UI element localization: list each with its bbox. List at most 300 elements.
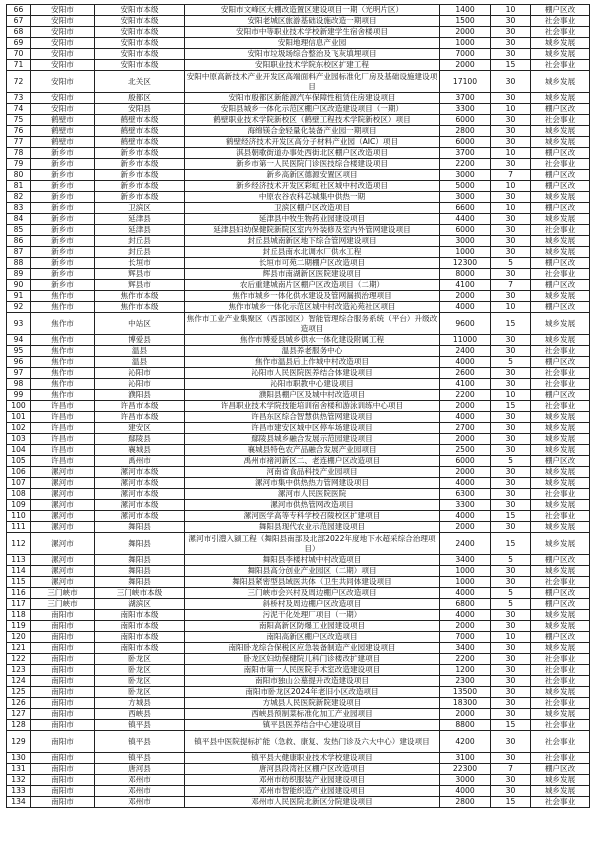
project-table	[6, 4, 590, 808]
project-name-cell: 封丘县城南新区地下综合管网建设项目	[185, 236, 440, 247]
project-name-cell: 漯河市供热管网改造项目	[185, 500, 440, 511]
amount-cell: 7000	[440, 632, 491, 643]
term-cell: 30	[491, 225, 531, 236]
project-name-cell: 鹤壁职业技术学院新校区（鹤壁工程技术学院新校区）项目	[185, 115, 440, 126]
city-cell: 鹤壁市	[31, 137, 95, 148]
table-row	[7, 511, 590, 522]
city-cell: 安阳市	[31, 38, 95, 49]
term-cell: 30	[491, 236, 531, 247]
amount-cell: 3400	[440, 555, 491, 566]
row-number: 110	[7, 511, 31, 522]
city-cell: 漯河市	[31, 500, 95, 511]
term-cell: 30	[491, 247, 531, 258]
table-row	[7, 412, 590, 423]
amount-cell: 2300	[440, 676, 491, 687]
district-cell: 镇平县	[95, 720, 185, 731]
district-cell: 长垣市	[95, 258, 185, 269]
amount-cell: 3000	[440, 192, 491, 203]
city-cell: 漯河市	[31, 478, 95, 489]
amount-cell: 1000	[440, 247, 491, 258]
district-cell: 镇平县	[95, 753, 185, 764]
row-number: 132	[7, 775, 31, 786]
project-name-cell: 长垣市可苑二期棚户区改造项目	[185, 258, 440, 269]
table-row	[7, 159, 590, 170]
project-name-cell: 唐河县段湾社区棚户区改造项目	[185, 764, 440, 775]
term-cell: 30	[491, 434, 531, 445]
row-number: 123	[7, 665, 31, 676]
row-number: 121	[7, 643, 31, 654]
category-cell: 城乡发展	[531, 533, 590, 555]
city-cell: 南阳市	[31, 687, 95, 698]
category-cell: 城乡发展	[531, 192, 590, 203]
city-cell: 南阳市	[31, 764, 95, 775]
table-row	[7, 610, 590, 621]
project-name-cell: 卫滨区棚户区改造项目	[185, 203, 440, 214]
term-cell: 30	[491, 214, 531, 225]
row-number: 76	[7, 126, 31, 137]
district-cell: 舞阳县	[95, 577, 185, 588]
table-row	[7, 599, 590, 610]
category-cell: 社会事业	[531, 511, 590, 522]
category-cell: 城乡发展	[531, 687, 590, 698]
category-cell: 棚户区改	[531, 170, 590, 181]
city-cell: 许昌市	[31, 456, 95, 467]
row-number: 131	[7, 764, 31, 775]
district-cell: 安阳县	[95, 104, 185, 115]
city-cell: 许昌市	[31, 423, 95, 434]
city-cell: 南阳市	[31, 786, 95, 797]
row-number: 71	[7, 60, 31, 71]
district-cell: 舞阳县	[95, 522, 185, 533]
table-row	[7, 401, 590, 412]
term-cell: 30	[491, 137, 531, 148]
table-row	[7, 357, 590, 368]
row-number: 128	[7, 720, 31, 731]
district-cell: 南阳市本级	[95, 610, 185, 621]
district-cell: 封丘县	[95, 236, 185, 247]
row-number: 94	[7, 335, 31, 346]
table-row	[7, 236, 590, 247]
city-cell: 焦作市	[31, 390, 95, 401]
district-cell: 三门峡市本级	[95, 588, 185, 599]
term-cell: 5	[491, 599, 531, 610]
district-cell: 襄城县	[95, 445, 185, 456]
row-number: 73	[7, 93, 31, 104]
category-cell: 社会事业	[531, 665, 590, 676]
district-cell: 许昌市本级	[95, 412, 185, 423]
district-cell: 安阳市本级	[95, 60, 185, 71]
district-cell: 建安区	[95, 423, 185, 434]
row-number: 89	[7, 269, 31, 280]
district-cell: 漯河市本级	[95, 500, 185, 511]
amount-cell: 4000	[440, 588, 491, 599]
term-cell: 30	[491, 478, 531, 489]
category-cell: 棚户区改	[531, 148, 590, 159]
city-cell: 鹤壁市	[31, 126, 95, 137]
amount-cell: 4000	[440, 786, 491, 797]
term-cell: 30	[491, 687, 531, 698]
amount-cell: 1000	[440, 566, 491, 577]
table-row	[7, 731, 590, 753]
term-cell: 15	[491, 720, 531, 731]
project-name-cell: 沁阳市职教中心建设项目	[185, 379, 440, 390]
project-name-cell: 温县养老服务中心	[185, 346, 440, 357]
district-cell: 镇平县	[95, 731, 185, 753]
table-row	[7, 126, 590, 137]
category-cell: 城乡发展	[531, 412, 590, 423]
city-cell: 新乡市	[31, 225, 95, 236]
table-row	[7, 38, 590, 49]
category-cell: 棚户区改	[531, 280, 590, 291]
category-cell: 城乡发展	[531, 621, 590, 632]
amount-cell: 6000	[440, 225, 491, 236]
city-cell: 焦作市	[31, 302, 95, 313]
table-row	[7, 280, 590, 291]
city-cell: 焦作市	[31, 379, 95, 390]
category-cell: 城乡发展	[531, 291, 590, 302]
row-number: 126	[7, 698, 31, 709]
row-number: 134	[7, 797, 31, 808]
term-cell: 30	[491, 731, 531, 753]
district-cell: 中站区	[95, 313, 185, 335]
district-cell: 舞阳县	[95, 566, 185, 577]
amount-cell: 2200	[440, 390, 491, 401]
term-cell: 30	[491, 423, 531, 434]
amount-cell: 3400	[440, 643, 491, 654]
term-cell: 30	[491, 709, 531, 720]
table-row	[7, 170, 590, 181]
category-cell: 城乡发展	[531, 71, 590, 93]
category-cell: 城乡发展	[531, 709, 590, 720]
district-cell: 鄢陵县	[95, 434, 185, 445]
city-cell: 新乡市	[31, 236, 95, 247]
table-row	[7, 71, 590, 93]
project-name-cell: 沁阳市人民医院医养结合体建设项目	[185, 368, 440, 379]
category-cell: 城乡发展	[531, 335, 590, 346]
table-row	[7, 5, 590, 16]
category-cell: 城乡发展	[531, 214, 590, 225]
project-name-cell: 安阳中原高新技术产业开发区高端面料产业园标准化厂房及基础设施建设项目	[185, 71, 440, 93]
district-cell: 安阳市本级	[95, 27, 185, 38]
project-name-cell: 漯河市引澧入颍工程（舞阳县南部及北部2022年度地下水超采综合治理项目）	[185, 533, 440, 555]
table-row	[7, 93, 590, 104]
table-row	[7, 786, 590, 797]
city-cell: 新乡市	[31, 181, 95, 192]
category-cell: 社会事业	[531, 379, 590, 390]
category-cell: 社会事业	[531, 368, 590, 379]
amount-cell: 3300	[440, 104, 491, 115]
district-cell: 禹州市	[95, 456, 185, 467]
city-cell: 南阳市	[31, 676, 95, 687]
project-name-cell: 焦作市城乡一体化供水建设及管网漏损治理项目	[185, 291, 440, 302]
term-cell: 30	[491, 566, 531, 577]
table-row	[7, 60, 590, 71]
amount-cell: 4000	[440, 610, 491, 621]
project-name-cell: 濮阳县棚户区及城中村改造项目	[185, 390, 440, 401]
term-cell: 5	[491, 588, 531, 599]
row-number: 92	[7, 302, 31, 313]
row-number: 122	[7, 654, 31, 665]
row-number: 88	[7, 258, 31, 269]
row-number: 72	[7, 71, 31, 93]
table-row	[7, 390, 590, 401]
district-cell: 北关区	[95, 71, 185, 93]
amount-cell: 2000	[440, 522, 491, 533]
amount-cell: 1200	[440, 665, 491, 676]
city-cell: 南阳市	[31, 610, 95, 621]
district-cell: 卧龙区	[95, 665, 185, 676]
row-number: 106	[7, 467, 31, 478]
district-cell: 博爱县	[95, 335, 185, 346]
project-name-cell: 南阳高新区防爆工业园建设项目	[185, 621, 440, 632]
category-cell: 棚户区改	[531, 5, 590, 16]
row-number: 98	[7, 379, 31, 390]
table-row	[7, 643, 590, 654]
category-cell: 城乡发展	[531, 93, 590, 104]
project-name-cell: 舞阳县紧密型县域医共体（卫生共同体建设项目	[185, 577, 440, 588]
table-row	[7, 577, 590, 588]
amount-cell: 4000	[440, 511, 491, 522]
city-cell: 安阳市	[31, 104, 95, 115]
project-name-cell: 辉县市南湖新区医院建设项目	[185, 269, 440, 280]
table-row	[7, 137, 590, 148]
term-cell: 15	[491, 797, 531, 808]
project-name-cell: 南阳卧龙综合保税区应急装备制造产业园建设项目	[185, 643, 440, 654]
row-number: 112	[7, 533, 31, 555]
category-cell: 城乡发展	[531, 313, 590, 335]
city-cell: 焦作市	[31, 357, 95, 368]
term-cell: 30	[491, 93, 531, 104]
table-row	[7, 115, 590, 126]
term-cell: 5	[491, 357, 531, 368]
table-row	[7, 104, 590, 115]
amount-cell: 7000	[440, 49, 491, 60]
amount-cell: 3000	[440, 170, 491, 181]
category-cell: 棚户区改	[531, 555, 590, 566]
project-name-cell: 南阳市卧龙区2024年老旧小区改造项目	[185, 687, 440, 698]
project-name-cell: 许昌市建安区城中区停车场建设项目	[185, 423, 440, 434]
city-cell: 南阳市	[31, 797, 95, 808]
project-name-cell: 方城县人民医院新院建设项目	[185, 698, 440, 709]
amount-cell: 3000	[440, 775, 491, 786]
district-cell: 卧龙区	[95, 687, 185, 698]
table-row	[7, 192, 590, 203]
project-name-cell: 焦作市博爱县城乡供水一体化建设附属工程	[185, 335, 440, 346]
city-cell: 南阳市	[31, 643, 95, 654]
table-row	[7, 269, 590, 280]
term-cell: 10	[491, 181, 531, 192]
project-name-cell: 许昌职业技术学院技能培训宿舍楼和游泳训练中心项目	[185, 401, 440, 412]
project-name-cell: 舞阳县现代农业示范园建设项目	[185, 522, 440, 533]
table-row	[7, 709, 590, 720]
city-cell: 南阳市	[31, 665, 95, 676]
row-number: 99	[7, 390, 31, 401]
category-cell: 城乡发展	[531, 643, 590, 654]
district-cell: 温县	[95, 346, 185, 357]
project-name-cell: 舞阳县李楼村城中村改造项目	[185, 555, 440, 566]
category-cell: 棚户区改	[531, 588, 590, 599]
row-number: 118	[7, 610, 31, 621]
row-number: 95	[7, 346, 31, 357]
term-cell: 30	[491, 269, 531, 280]
district-cell: 新乡市本级	[95, 170, 185, 181]
category-cell: 棚户区改	[531, 764, 590, 775]
city-cell: 南阳市	[31, 731, 95, 753]
amount-cell: 6600	[440, 203, 491, 214]
table-row	[7, 500, 590, 511]
amount-cell: 4000	[440, 478, 491, 489]
amount-cell: 2500	[440, 445, 491, 456]
category-cell: 棚户区改	[531, 302, 590, 313]
city-cell: 新乡市	[31, 269, 95, 280]
amount-cell: 2000	[440, 621, 491, 632]
amount-cell: 6800	[440, 599, 491, 610]
district-cell: 舞阳县	[95, 533, 185, 555]
row-number: 114	[7, 566, 31, 577]
project-name-cell: 镇平县医养结合中心建设项目	[185, 720, 440, 731]
term-cell: 15	[491, 511, 531, 522]
project-name-cell: 新乡经济技术开发区彩虹社区城中村改造项目	[185, 181, 440, 192]
term-cell: 30	[491, 192, 531, 203]
project-name-cell: 许昌东区综合智慧供热管网建设项目	[185, 412, 440, 423]
term-cell: 10	[491, 632, 531, 643]
amount-cell: 6300	[440, 489, 491, 500]
district-cell: 封丘县	[95, 247, 185, 258]
row-number: 109	[7, 500, 31, 511]
row-number: 130	[7, 753, 31, 764]
table-row	[7, 335, 590, 346]
row-number: 93	[7, 313, 31, 335]
term-cell: 10	[491, 5, 531, 16]
row-number: 103	[7, 434, 31, 445]
project-name-cell: 西峡县预制菜标准化加工产业园项目	[185, 709, 440, 720]
amount-cell: 6000	[440, 137, 491, 148]
row-number: 119	[7, 621, 31, 632]
project-name-cell: 新乡高新区德源安置区项目	[185, 170, 440, 181]
district-cell: 邓州市	[95, 775, 185, 786]
city-cell: 漯河市	[31, 489, 95, 500]
project-name-cell: 南阳高新区棚户区改造项目	[185, 632, 440, 643]
amount-cell: 4200	[440, 731, 491, 753]
city-cell: 南阳市	[31, 709, 95, 720]
table-row	[7, 346, 590, 357]
category-cell: 社会事业	[531, 225, 590, 236]
term-cell: 30	[491, 621, 531, 632]
term-cell: 30	[491, 676, 531, 687]
table-row	[7, 313, 590, 335]
term-cell: 30	[491, 16, 531, 27]
term-cell: 30	[491, 71, 531, 93]
row-number: 67	[7, 16, 31, 27]
amount-cell: 2200	[440, 654, 491, 665]
district-cell: 漯河市本级	[95, 511, 185, 522]
table-row	[7, 676, 590, 687]
category-cell: 城乡发展	[531, 610, 590, 621]
table-row	[7, 379, 590, 390]
row-number: 81	[7, 181, 31, 192]
project-name-cell: 延津县妇幼保健院新院区室内外装修及室内外管网建设项目	[185, 225, 440, 236]
category-cell: 社会事业	[531, 115, 590, 126]
table-row	[7, 214, 590, 225]
amount-cell: 2000	[440, 291, 491, 302]
amount-cell: 2000	[440, 27, 491, 38]
district-cell: 鹤壁市本级	[95, 115, 185, 126]
district-cell: 南阳市本级	[95, 621, 185, 632]
city-cell: 漯河市	[31, 566, 95, 577]
district-cell: 温县	[95, 357, 185, 368]
amount-cell: 2800	[440, 797, 491, 808]
amount-cell: 4400	[440, 214, 491, 225]
amount-cell: 1000	[440, 38, 491, 49]
row-number: 102	[7, 423, 31, 434]
district-cell: 卧龙区	[95, 676, 185, 687]
table-row	[7, 456, 590, 467]
row-number: 117	[7, 599, 31, 610]
amount-cell: 4000	[440, 357, 491, 368]
project-name-cell: 安阳市中等职业技术学校新建学生宿舍楼项目	[185, 27, 440, 38]
row-number: 86	[7, 236, 31, 247]
project-name-cell: 安阳市文峰区大棚改造置区建设项目一期（光明片区）	[185, 5, 440, 16]
term-cell: 15	[491, 313, 531, 335]
city-cell: 鹤壁市	[31, 115, 95, 126]
category-cell: 社会事业	[531, 401, 590, 412]
row-number: 125	[7, 687, 31, 698]
row-number: 129	[7, 731, 31, 753]
city-cell: 新乡市	[31, 203, 95, 214]
table-row	[7, 247, 590, 258]
category-cell: 城乡发展	[531, 522, 590, 533]
term-cell: 30	[491, 665, 531, 676]
term-cell: 30	[491, 335, 531, 346]
district-cell: 辉县市	[95, 280, 185, 291]
term-cell: 30	[491, 346, 531, 357]
amount-cell: 2000	[440, 709, 491, 720]
project-name-cell: 延津县中牧生物药业园建设项目	[185, 214, 440, 225]
amount-cell: 1000	[440, 577, 491, 588]
table-row	[7, 16, 590, 27]
district-cell: 焦作市本级	[95, 291, 185, 302]
district-cell: 新乡市本级	[95, 181, 185, 192]
table-row	[7, 27, 590, 38]
district-cell: 西峡县	[95, 709, 185, 720]
project-name-cell: 农后重建城南片区棚户区改造项目（二期）	[185, 280, 440, 291]
row-number: 101	[7, 412, 31, 423]
row-number: 84	[7, 214, 31, 225]
category-cell: 棚户区改	[531, 203, 590, 214]
city-cell: 南阳市	[31, 753, 95, 764]
table-row	[7, 764, 590, 775]
project-name-cell: 漯河医学高等专科学校召陵校区扩建项目	[185, 511, 440, 522]
amount-cell: 4100	[440, 280, 491, 291]
district-cell: 鹤壁市本级	[95, 126, 185, 137]
amount-cell: 2400	[440, 533, 491, 555]
category-cell: 城乡发展	[531, 236, 590, 247]
project-name-cell: 焦作市城乡一体化示范区城中村改造沁苑社区项目	[185, 302, 440, 313]
table-row	[7, 555, 590, 566]
district-cell: 沁阳市	[95, 379, 185, 390]
row-number: 115	[7, 577, 31, 588]
district-cell: 安阳市本级	[95, 5, 185, 16]
project-name-cell: 邓州市纺织服装产业园建设项目	[185, 775, 440, 786]
amount-cell: 8000	[440, 269, 491, 280]
table-row	[7, 566, 590, 577]
term-cell: 10	[491, 203, 531, 214]
city-cell: 漯河市	[31, 555, 95, 566]
table-row	[7, 775, 590, 786]
table-row	[7, 533, 590, 555]
project-name-cell: 卧龙区妇幼保健院儿科门诊楼改扩建项目	[185, 654, 440, 665]
category-cell: 棚户区改	[531, 632, 590, 643]
